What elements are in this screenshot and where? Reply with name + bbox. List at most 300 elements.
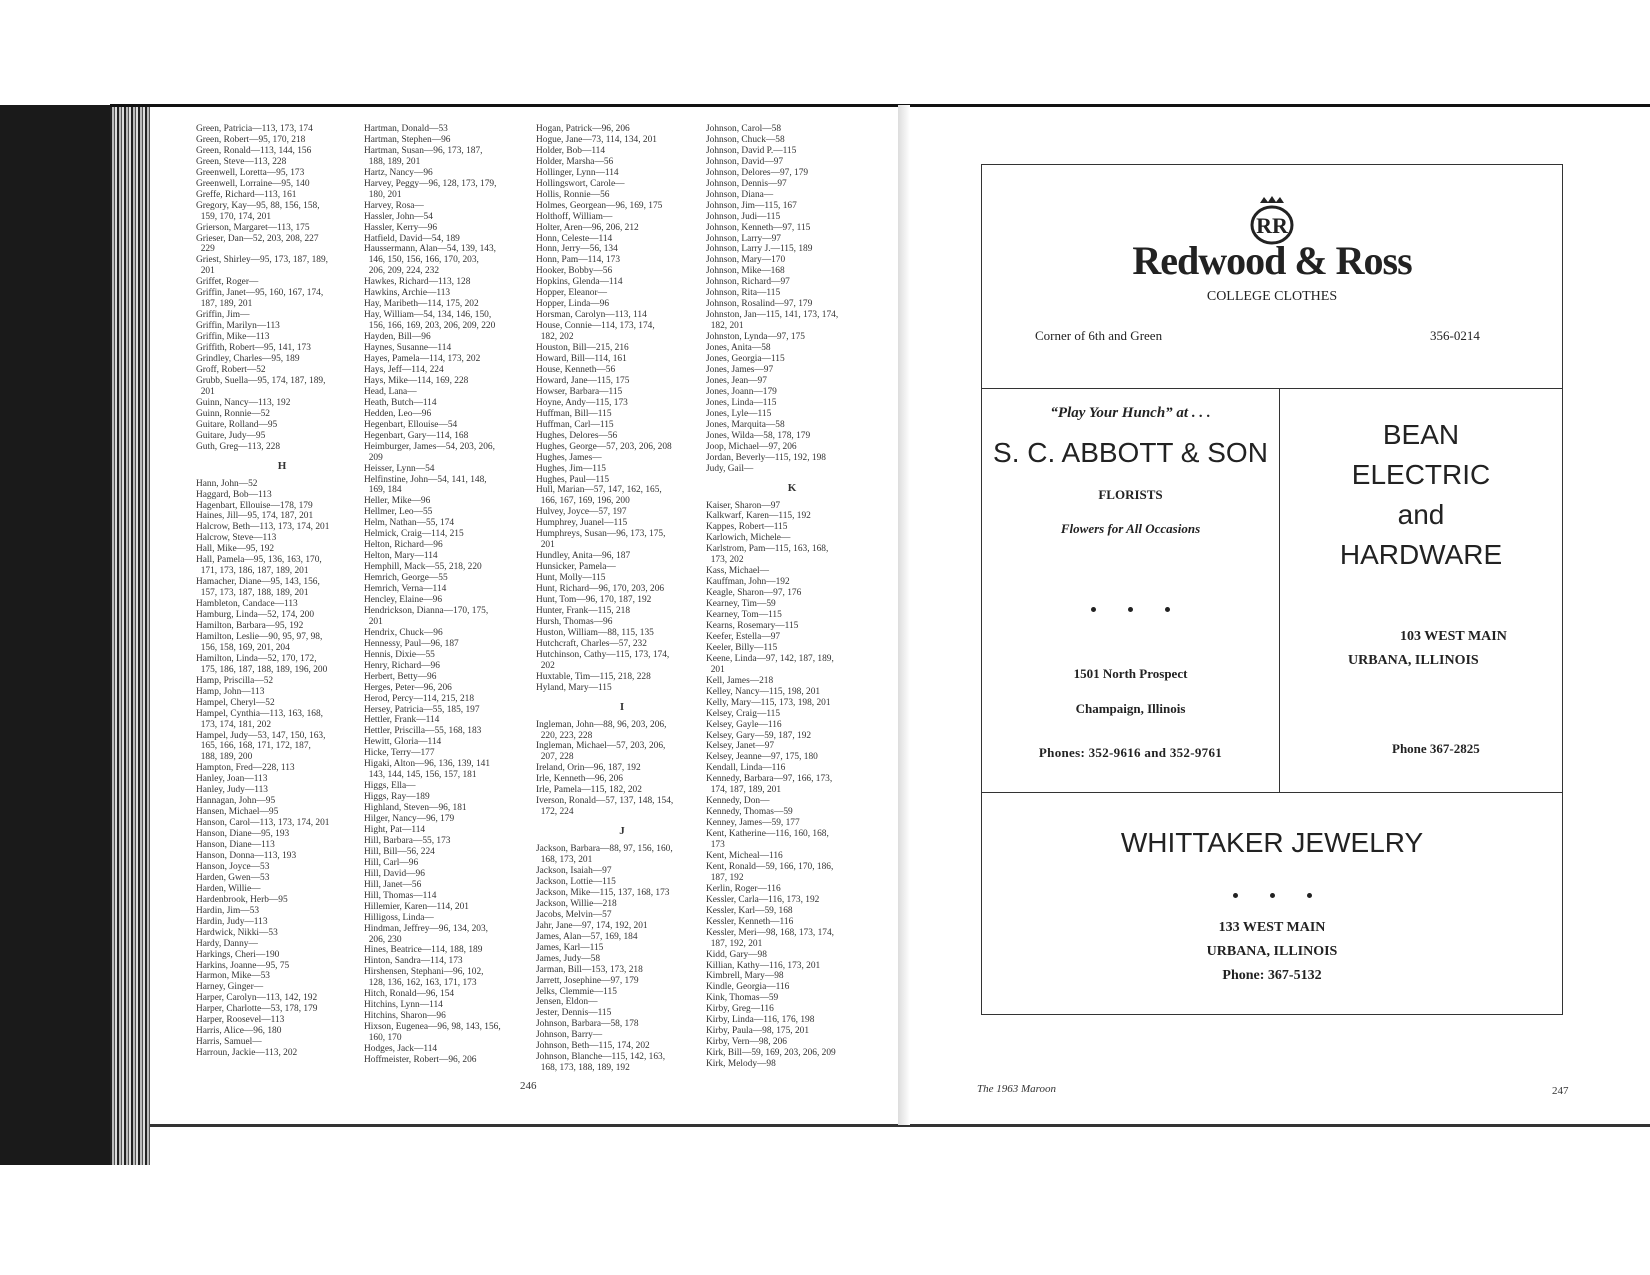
index-entry: Hirshensen, Stephani—96, 102, — [364, 967, 484, 978]
index-column-1 — [196, 124, 368, 1059]
index-entry: Hayes, Pamela—114, 173, 202 — [364, 354, 481, 365]
index-entry: Johnson, Kenneth—97, 115 — [706, 222, 811, 233]
index-entry: Hamilton, Linda—52, 170, 172, — [196, 653, 317, 664]
index-entry: Huxtable, Tim—115, 218, 228 — [536, 671, 651, 682]
index-entry: Halcrow, Beth—113, 173, 174, 201 — [196, 522, 330, 533]
index-entry: Hines, Beatrice—114, 188, 189 — [364, 945, 483, 956]
index-entry: Howser, Barbara—115 — [536, 386, 623, 397]
index-entry: Hannagan, John—95 — [196, 796, 276, 807]
index-entry: 160, 170 — [364, 1033, 402, 1044]
index-entry: Kirk, Bill—59, 169, 203, 206, 209 — [706, 1048, 836, 1059]
index-entry: Kidd, Gary—98 — [706, 949, 767, 960]
index-entry: Hegenbart, Ellouise—54 — [364, 419, 458, 430]
bean-line3: and — [1397, 499, 1445, 530]
index-entry: Keagle, Sharon—97, 176 — [706, 588, 802, 599]
index-entry: 173, 202 — [706, 555, 744, 566]
entries-g — [196, 124, 368, 453]
index-entry: Hamp, John—113 — [196, 686, 265, 697]
index-entry: Horsman, Carolyn—113, 114 — [536, 310, 647, 321]
index-entry: Hopkins, Glenda—114 — [536, 277, 623, 288]
index-entry: Hays, Mike—114, 169, 228 — [364, 375, 469, 386]
index-entry: Johnson, Judi—115 — [706, 211, 781, 222]
abbott-type: FLORISTS — [1098, 487, 1163, 502]
index-entry: 207, 228 — [536, 752, 574, 763]
index-entry: Hunsicker, Pamela— — [536, 562, 616, 573]
index-entry: Hassler, Kerry—96 — [364, 222, 438, 233]
index-entry: Jones, Wilda—58, 178, 179 — [706, 430, 811, 441]
index-entry: 168, 173, 188, 189, 192 — [536, 1063, 630, 1074]
index-entry: Ireland, Orin—96, 187, 192 — [536, 763, 641, 774]
index-entry: Greenwell, Lorraine—95, 140 — [196, 178, 310, 189]
index-entry: Huffman, Bill—115 — [536, 408, 612, 419]
index-entry: 202 — [536, 660, 555, 671]
index-entry: 188, 189, 200 — [196, 752, 253, 763]
index-entry: 174, 187, 189, 201 — [706, 785, 781, 796]
index-entry: Helton, Richard—96 — [364, 540, 443, 551]
index-entry: Hill, Bill—56, 224 — [364, 846, 435, 857]
index-entry: Hughes, George—57, 203, 206, 208 — [536, 441, 672, 452]
index-entry: Holthoff, William— — [536, 211, 613, 222]
index-entry: Hollingswort, Carole— — [536, 178, 625, 189]
index-entry: Jester, Dennis—115 — [536, 1008, 612, 1019]
index-entry: Johnson, Chuck—58 — [706, 134, 785, 145]
index-entry: 187, 192, 201 — [706, 938, 763, 949]
index-entry: Herbert, Betty—96 — [364, 671, 437, 682]
index-entry: Hewitt, Gloria—114 — [364, 737, 442, 748]
abbott-subtitle: Flowers for All Occasions — [1060, 521, 1201, 536]
index-entry: Hunt, Tom—96, 170, 187, 192 — [536, 594, 652, 605]
index-entry: Iverson, Ronald—57, 137, 148, 154, — [536, 796, 674, 807]
index-entry: Kennedy, Don— — [706, 796, 770, 807]
index-entry: Harden, Willie— — [196, 883, 261, 894]
index-entry: Jones, Georgia—115 — [706, 354, 785, 365]
index-entry: Howard, Bill—114, 161 — [536, 354, 627, 365]
index-entry: Johnson, Barry— — [536, 1030, 603, 1041]
index-column-4 — [706, 124, 878, 1070]
advertisement-block — [981, 164, 1563, 1015]
index-entry: 146, 150, 156, 166, 170, 203, — [364, 255, 479, 266]
entries-h — [196, 479, 368, 1060]
index-entry: Harris, Samuel— — [196, 1037, 262, 1048]
index-entry: Hughes, James— — [536, 452, 602, 463]
index-entry: Hedden, Leo—96 — [364, 408, 432, 419]
index-entry: Grindley, Charles—95, 189 — [196, 354, 300, 365]
index-entry: Hamburg, Linda—52, 174, 200 — [196, 610, 315, 621]
abbott-address: 1501 North Prospect — [1073, 666, 1188, 681]
index-entry: 175, 186, 187, 188, 189, 196, 200 — [196, 664, 328, 675]
bean-city: URBANA, ILLINOIS — [1348, 653, 1479, 668]
index-entry: Kendall, Linda—116 — [706, 763, 786, 774]
index-entry: Hilligoss, Linda— — [364, 912, 434, 923]
index-entry: Haynes, Susanne—114 — [364, 343, 452, 354]
index-entry: Johnson, Diana— — [706, 189, 774, 200]
index-entry: 188, 189, 201 — [364, 156, 421, 167]
index-column-2 — [364, 124, 536, 1066]
index-entry: Hoffmeister, Robert—96, 206 — [364, 1055, 477, 1066]
ad-abbott — [982, 389, 1280, 793]
index-entry: Hassler, John—54 — [364, 211, 433, 222]
index-entry: Hemrich, George—55 — [364, 573, 448, 584]
index-entry: 220, 223, 228 — [536, 730, 593, 741]
index-entry: Johnson, Richard—97 — [706, 277, 790, 288]
index-entry: Hughes, Jim—115 — [536, 463, 606, 474]
index-entry: Hamacher, Diane—95, 143, 156, — [196, 577, 320, 588]
index-entry: Kimbrell, Mary—98 — [706, 971, 784, 982]
index-entry: Groff, Robert—52 — [196, 364, 266, 375]
index-entry: Hight, Pat—114 — [364, 825, 426, 835]
index-entry: Holmes, Georgean—96, 169, 175 — [536, 200, 663, 211]
index-entry: Harroun, Jackie—113, 202 — [196, 1048, 298, 1059]
index-entry: Hundley, Anita—96, 187 — [536, 551, 631, 562]
index-entry: Kessler, Kenneth—116 — [706, 916, 794, 927]
index-entry: Haussermann, Alan—54, 139, 143, — [364, 244, 497, 255]
index-entry: Jones, Marquita—58 — [706, 419, 785, 430]
index-entry: Kelsey, Janet—97 — [706, 741, 775, 752]
index-entry: Hegenbart, Gary—114, 168 — [364, 430, 469, 441]
index-entry: Heller, Mike—96 — [364, 496, 431, 507]
index-entry: Highland, Steven—96, 181 — [364, 803, 467, 814]
index-entry: 182, 201 — [706, 321, 744, 332]
index-entry: Griest, Shirley—95, 173, 187, 189, — [196, 255, 329, 266]
index-entry: 172, 224 — [536, 807, 574, 818]
index-entry: Hettler, Priscilla—55, 168, 183 — [364, 726, 482, 737]
index-entry: Kauffman, John—192 — [706, 577, 790, 588]
index-entry: Jarrett, Josephine—97, 179 — [536, 975, 639, 986]
index-entry: Higgs, Ella— — [364, 781, 416, 792]
footer-title: The 1963 Maroon — [977, 1083, 1057, 1095]
index-entry: Hay, William—54, 134, 146, 150, — [364, 310, 492, 321]
index-entry: 229 — [196, 244, 215, 255]
index-entry: Johnson, Mary—170 — [706, 255, 786, 266]
index-entry: Keefer, Estella—97 — [706, 631, 781, 642]
index-entry: Hanson, Joyce—53 — [196, 861, 270, 872]
index-entry: Hindman, Jeffrey—96, 134, 203, — [364, 923, 489, 934]
bean-line4: HARDWARE — [1339, 539, 1503, 570]
redwood-name: Redwood & Ross — [1132, 238, 1412, 283]
index-entry: Jones, Joann—179 — [706, 386, 777, 397]
index-entry: Hutchinson, Cathy—115, 173, 174, — [536, 649, 670, 660]
index-entry: Hardin, Jim—53 — [196, 905, 260, 916]
index-entry: Higgs, Ray—189 — [364, 792, 430, 803]
index-entry: Grierson, Margaret—113, 175 — [196, 222, 310, 233]
whittaker-city: URBANA, ILLINOIS — [1206, 944, 1338, 959]
index-entry: Hambleton, Candace—113 — [196, 599, 298, 610]
index-entry: Hyland, Mary—115 — [536, 682, 612, 693]
index-entry: 171, 173, 186, 187, 189, 201 — [196, 566, 309, 577]
index-entry: Johnson, Rosalind—97, 179 — [706, 299, 813, 310]
index-entry: Honn, Pam—114, 173 — [536, 255, 621, 266]
index-entry: 209 — [364, 452, 383, 463]
index-entry: Kindle, Georgia—116 — [706, 982, 790, 993]
index-entry: Hill, Carl—96 — [364, 857, 419, 868]
index-entry: Hendrickson, Dianna—170, 175, — [364, 605, 489, 616]
bean-phone: Phone 367-2825 — [1392, 741, 1480, 756]
index-entry: Jackson, Lottie—115 — [536, 877, 616, 887]
index-entry: Griffin, Janet—95, 160, 167, 174, — [196, 288, 324, 299]
index-entry: Hughes, Paul—115 — [536, 474, 610, 485]
index-entry: Hutchcraft, Charles—57, 232 — [536, 638, 647, 649]
index-entry: Hawkes, Richard—113, 128 — [364, 277, 471, 288]
index-entry: Hersey, Patricia—55, 185, 197 — [364, 704, 480, 715]
index-entry: Kent, Micheal—116 — [706, 851, 783, 861]
index-entry: Hann, John—52 — [196, 478, 258, 489]
index-entry: 156, 158, 169, 201, 204 — [196, 642, 290, 653]
index-entry: Kessler, Karl—59, 168 — [706, 905, 793, 916]
index-entry: 206, 209, 224, 232 — [364, 266, 439, 277]
index-entry: 143, 144, 145, 156, 157, 181 — [364, 770, 477, 781]
index-column-3 — [536, 124, 708, 1074]
index-entry: Hinton, Sandra—114, 173 — [364, 956, 463, 967]
index-entry: Johnston, Lynda—97, 175 — [706, 332, 805, 343]
index-entry: Jackson, Mike—115, 137, 168, 173 — [536, 887, 670, 898]
index-entry: Kessler, Meri—98, 168, 173, 174, — [706, 927, 834, 938]
redwood-tagline: COLLEGE CLOTHES — [1206, 289, 1338, 304]
index-entry: Hendrix, Chuck—96 — [364, 627, 443, 638]
index-entry: Heath, Butch—114 — [364, 397, 437, 408]
abbott-dots — [982, 597, 1279, 616]
index-entry: Johnson, Jim—115, 167 — [706, 200, 797, 211]
section-letter-i: I — [619, 700, 625, 713]
page-number-right: 247 — [1552, 1085, 1569, 1097]
index-entry: Karlstrom, Pam—115, 163, 168, — [706, 544, 829, 555]
index-entry: Kelsey, Gary—59, 187, 192 — [706, 730, 812, 741]
index-entry: 206, 230 — [364, 934, 402, 945]
index-entry: 168, 173, 201 — [536, 855, 593, 866]
index-entry: Hemrich, Verna—114 — [364, 584, 447, 595]
index-entry: Hanson, Diane—113 — [196, 840, 275, 851]
index-entry: Hardenbrook, Herb—95 — [196, 894, 288, 905]
index-entry: Jensen, Eldon— — [536, 997, 598, 1008]
index-entry: Griffin, Jim— — [196, 310, 250, 321]
whittaker-name: WHITTAKER JEWELRY — [1120, 827, 1424, 858]
index-entry: Henry, Richard—96 — [364, 660, 440, 671]
index-entry: Kalkwarf, Karen—115, 192 — [706, 511, 811, 522]
index-entry: Ingleman, Michael—57, 203, 206, — [536, 741, 666, 752]
index-entry: Hartman, Donald—53 — [364, 124, 448, 134]
index-entry: Johnson, Delores—97, 179 — [706, 167, 809, 178]
index-entry: Kelsey, Jeanne—97, 175, 180 — [706, 752, 818, 763]
index-entry: Hartman, Stephen—96 — [364, 134, 451, 145]
top-border — [110, 104, 1650, 107]
index-entry: Harney, Ginger— — [196, 982, 264, 993]
index-entry: Griffin, Marilyn—113 — [196, 321, 280, 332]
index-entry: Griffin, Mike—113 — [196, 332, 270, 343]
index-entry: Herges, Peter—96, 206 — [364, 682, 452, 693]
index-entry: Grieser, Dan—52, 203, 208, 227 — [196, 233, 319, 244]
ad-redwood-ross — [982, 165, 1562, 389]
whittaker-dots — [982, 883, 1562, 902]
index-entry: James, Judy—58 — [536, 953, 601, 964]
index-entry: Higaki, Alton—96, 136, 139, 141 — [364, 759, 491, 770]
index-entry: Kirby, Paula—98, 175, 201 — [706, 1026, 810, 1037]
index-entry: Hixson, Eugenea—96, 98, 143, 156, — [364, 1022, 501, 1033]
index-entry: 180, 201 — [364, 189, 402, 200]
index-entry: Hartman, Susan—96, 173, 187, — [364, 145, 483, 156]
index-entry: Hogue, Jane—73, 114, 134, 201 — [536, 134, 657, 145]
index-entry: Kent, Ronald—59, 166, 170, 186, — [706, 861, 834, 872]
entries-j2 — [706, 124, 878, 475]
index-entry: Jones, Jean—97 — [706, 375, 767, 386]
abbott-slogan: “Play Your Hunch” at . . . — [1050, 405, 1211, 421]
index-entry: Heisser, Lynn—54 — [364, 463, 435, 474]
index-entry: Hitchins, Lynn—114 — [364, 1000, 443, 1011]
index-entry: Johnson, Mike—168 — [706, 266, 785, 277]
index-entry: Hamilton, Leslie—90, 95, 97, 98, — [196, 631, 323, 642]
index-entry: Hursh, Thomas—96 — [536, 616, 613, 627]
index-entry: Kirby, Greg—116 — [706, 1004, 774, 1015]
index-entry: Kirby, Vern—98, 206 — [706, 1037, 787, 1048]
bean-address: 103 WEST MAIN — [1400, 629, 1507, 644]
index-entry: Hencley, Elaine—96 — [364, 594, 443, 605]
index-entry: Hays, Jeff—114, 224 — [364, 364, 444, 375]
index-entry: Hampel, Cynthia—113, 163, 168, — [196, 708, 323, 719]
bean-line2: ELECTRIC — [1351, 459, 1491, 490]
index-entry: Holter, Aren—96, 206, 212 — [536, 222, 639, 233]
entries-j — [536, 844, 708, 1074]
index-entry: Hay, Maribeth—114, 175, 202 — [364, 299, 479, 310]
index-entry: Helton, Mary—114 — [364, 551, 438, 562]
index-entry: Johnston, Jan—115, 141, 173, 174, — [706, 310, 839, 321]
index-entry: Helmick, Craig—114, 215 — [364, 529, 464, 540]
index-entry: Hill, Barbara—55, 173 — [364, 835, 451, 846]
index-entry: Johnson, Barbara—58, 178 — [536, 1019, 639, 1030]
index-entry: Jarman, Bill—153, 173, 218 — [536, 964, 643, 975]
index-entry: Greffe, Richard—113, 161 — [196, 189, 297, 200]
index-entry: Hunt, Richard—96, 170, 203, 206 — [536, 584, 665, 595]
index-entry: Hemphill, Mack—55, 218, 220 — [364, 562, 482, 573]
index-entry: 201 — [364, 616, 383, 627]
index-entry: Hall, Mike—95, 192 — [196, 544, 275, 555]
index-entry: Guth, Greg—113, 228 — [196, 441, 281, 452]
index-entry: Johnson, Blanche—115, 142, 163, — [536, 1052, 666, 1063]
index-entry: Hillemier, Karen—114, 201 — [364, 901, 469, 912]
index-entry: Harkings, Cheri—190 — [196, 949, 280, 960]
index-entry: Hoyne, Andy—115, 173 — [536, 397, 628, 408]
index-entry: Howard, Jane—115, 175 — [536, 375, 630, 386]
index-entry: 165, 166, 168, 171, 172, 187, — [196, 741, 311, 752]
abbott-city: Champaign, Illinois — [1075, 701, 1186, 716]
section-letter-h: H — [277, 459, 287, 472]
index-entry: 156, 166, 169, 203, 206, 209, 220 — [364, 321, 496, 332]
index-entry: Kelly, Mary—115, 173, 198, 201 — [706, 697, 831, 708]
index-entry: Kirk, Melody—98 — [706, 1059, 776, 1070]
index-entry: Green, Steve—113, 228 — [196, 156, 287, 167]
index-entry: Jordan, Beverly—115, 192, 198 — [706, 452, 826, 463]
index-entry: Johnson, Larry J.—115, 189 — [706, 244, 813, 255]
index-entry: Hennessy, Paul—96, 187 — [364, 638, 459, 649]
index-entry: Kerlin, Roger—116 — [706, 883, 781, 894]
index-entry: 201 — [536, 540, 555, 551]
index-entry: Hampton, Fred—228, 113 — [196, 763, 295, 774]
index-entry: Kirby, Linda—116, 176, 198 — [706, 1015, 815, 1026]
index-entry: Jahr, Jane—97, 174, 192, 201 — [536, 920, 648, 931]
whittaker-address: 133 WEST MAIN — [1218, 920, 1326, 935]
index-entry: Hayden, Bill—96 — [364, 332, 431, 343]
index-entry: Hanson, Carol—113, 173, 174, 201 — [196, 818, 330, 829]
entries-h3 — [536, 124, 708, 694]
index-entry: Jackson, Willie—218 — [536, 898, 617, 909]
index-entry: Hicke, Terry—177 — [364, 748, 435, 759]
index-entry: House, Connie—114, 173, 174, — [536, 321, 655, 332]
index-entry: Judy, Gail— — [706, 463, 754, 474]
index-entry: Helfinstine, John—54, 141, 148, — [364, 474, 487, 485]
index-entry: Hampel, Judy—53, 147, 150, 163, — [196, 730, 326, 741]
index-entry: Harper, Carolyn—113, 142, 192 — [196, 993, 318, 1004]
index-entry: Johnson, David P.—115 — [706, 145, 797, 156]
index-entry: Harper, Roosevel—113 — [196, 1015, 285, 1026]
redwood-address: Corner of 6th and Green — [1035, 328, 1163, 343]
index-entry: Grubb, Suella—95, 174, 187, 189, — [196, 375, 326, 386]
index-entry: Heimburger, James—54, 203, 206, — [364, 441, 495, 452]
index-entry: Guitare, Judy—95 — [196, 430, 266, 441]
index-entry: 173 — [706, 840, 725, 851]
index-entry: Hulvey, Joyce—57, 197 — [536, 507, 627, 518]
index-entry: Johnson, David—97 — [706, 156, 784, 167]
index-entry: Jones, James—97 — [706, 364, 774, 375]
index-entry: Hardy, Danny— — [196, 938, 258, 949]
index-entry: 157, 173, 187, 188, 189, 201 — [196, 588, 309, 599]
index-entry: Irle, Pamela—115, 182, 202 — [536, 785, 642, 796]
index-entry: Irle, Kenneth—96, 206 — [536, 774, 623, 785]
index-entry: Hettler, Frank—114 — [364, 715, 440, 726]
index-entry: Jones, Lyle—115 — [706, 408, 772, 419]
index-entry: Harden, Gwen—53 — [196, 872, 270, 883]
index-entry: Hunt, Molly—115 — [536, 573, 606, 584]
index-entry: Kelley, Nancy—115, 198, 201 — [706, 686, 821, 697]
index-entry: Kink, Thomas—59 — [706, 993, 779, 1004]
index-entry: Kenney, James—59, 177 — [706, 818, 800, 829]
index-entry: Guinn, Nancy—113, 192 — [196, 397, 291, 408]
index-entry: Hansen, Michael—95 — [196, 807, 279, 818]
index-entry: Honn, Jerry—56, 134 — [536, 244, 618, 255]
index-entry: Kennedy, Thomas—59 — [706, 807, 793, 818]
index-entry: Killian, Kathy—116, 173, 201 — [706, 960, 821, 971]
entries-h2 — [364, 124, 536, 1066]
ad-whittaker — [982, 793, 1562, 1014]
index-entry: Ingleman, John—88, 96, 203, 206, — [536, 719, 667, 730]
index-entry: Kelsey, Gayle—116 — [706, 719, 782, 730]
index-entry: Hamilton, Barbara—95, 192 — [196, 620, 304, 631]
index-entry: Huffman, Carl—115 — [536, 419, 614, 430]
index-entry: Hampel, Cheryl—52 — [196, 697, 275, 708]
index-entry: Hollinger, Lynn—114 — [536, 167, 619, 178]
index-entry: 182, 202 — [536, 332, 574, 343]
ad-bean-electric — [1280, 389, 1562, 793]
index-entry: Haggard, Bob—113 — [196, 489, 272, 500]
index-entry: 201 — [196, 266, 215, 277]
index-entry: Jones, Anita—58 — [706, 343, 771, 354]
index-entry: Humphrey, Juanel—115 — [536, 518, 628, 529]
index-entry: Hopper, Linda—96 — [536, 299, 610, 310]
index-entry: Johnson, Dennis—97 — [706, 178, 787, 189]
index-entry: Green, Patricia—113, 173, 174 — [196, 124, 313, 134]
index-entry: Johnson, Beth—115, 174, 202 — [536, 1041, 650, 1052]
svg-text:RR: RR — [1256, 213, 1288, 238]
index-entry: Hopper, Eleanor— — [536, 288, 607, 299]
index-entry: Jacobs, Melvin—57 — [536, 909, 612, 920]
index-entry: Kearney, Tim—59 — [706, 599, 776, 610]
index-entry: Johnson, Larry—97 — [706, 233, 781, 244]
index-entry: Hanson, Diane—95, 193 — [196, 829, 290, 840]
index-entry: 187, 189, 201 — [196, 299, 253, 310]
index-entry: Griffith, Robert—95, 141, 173 — [196, 343, 311, 354]
index-entry: Jackson, Isaiah—97 — [536, 866, 612, 877]
index-entry: Harris, Alice—96, 180 — [196, 1026, 282, 1037]
index-entry: Karlowich, Michele— — [706, 533, 791, 544]
index-entry: James, Alan—57, 169, 184 — [536, 931, 638, 942]
index-entry: Kell, James—218 — [706, 675, 774, 686]
index-entry: Kennedy, Barbara—97, 166, 173, — [706, 774, 833, 785]
